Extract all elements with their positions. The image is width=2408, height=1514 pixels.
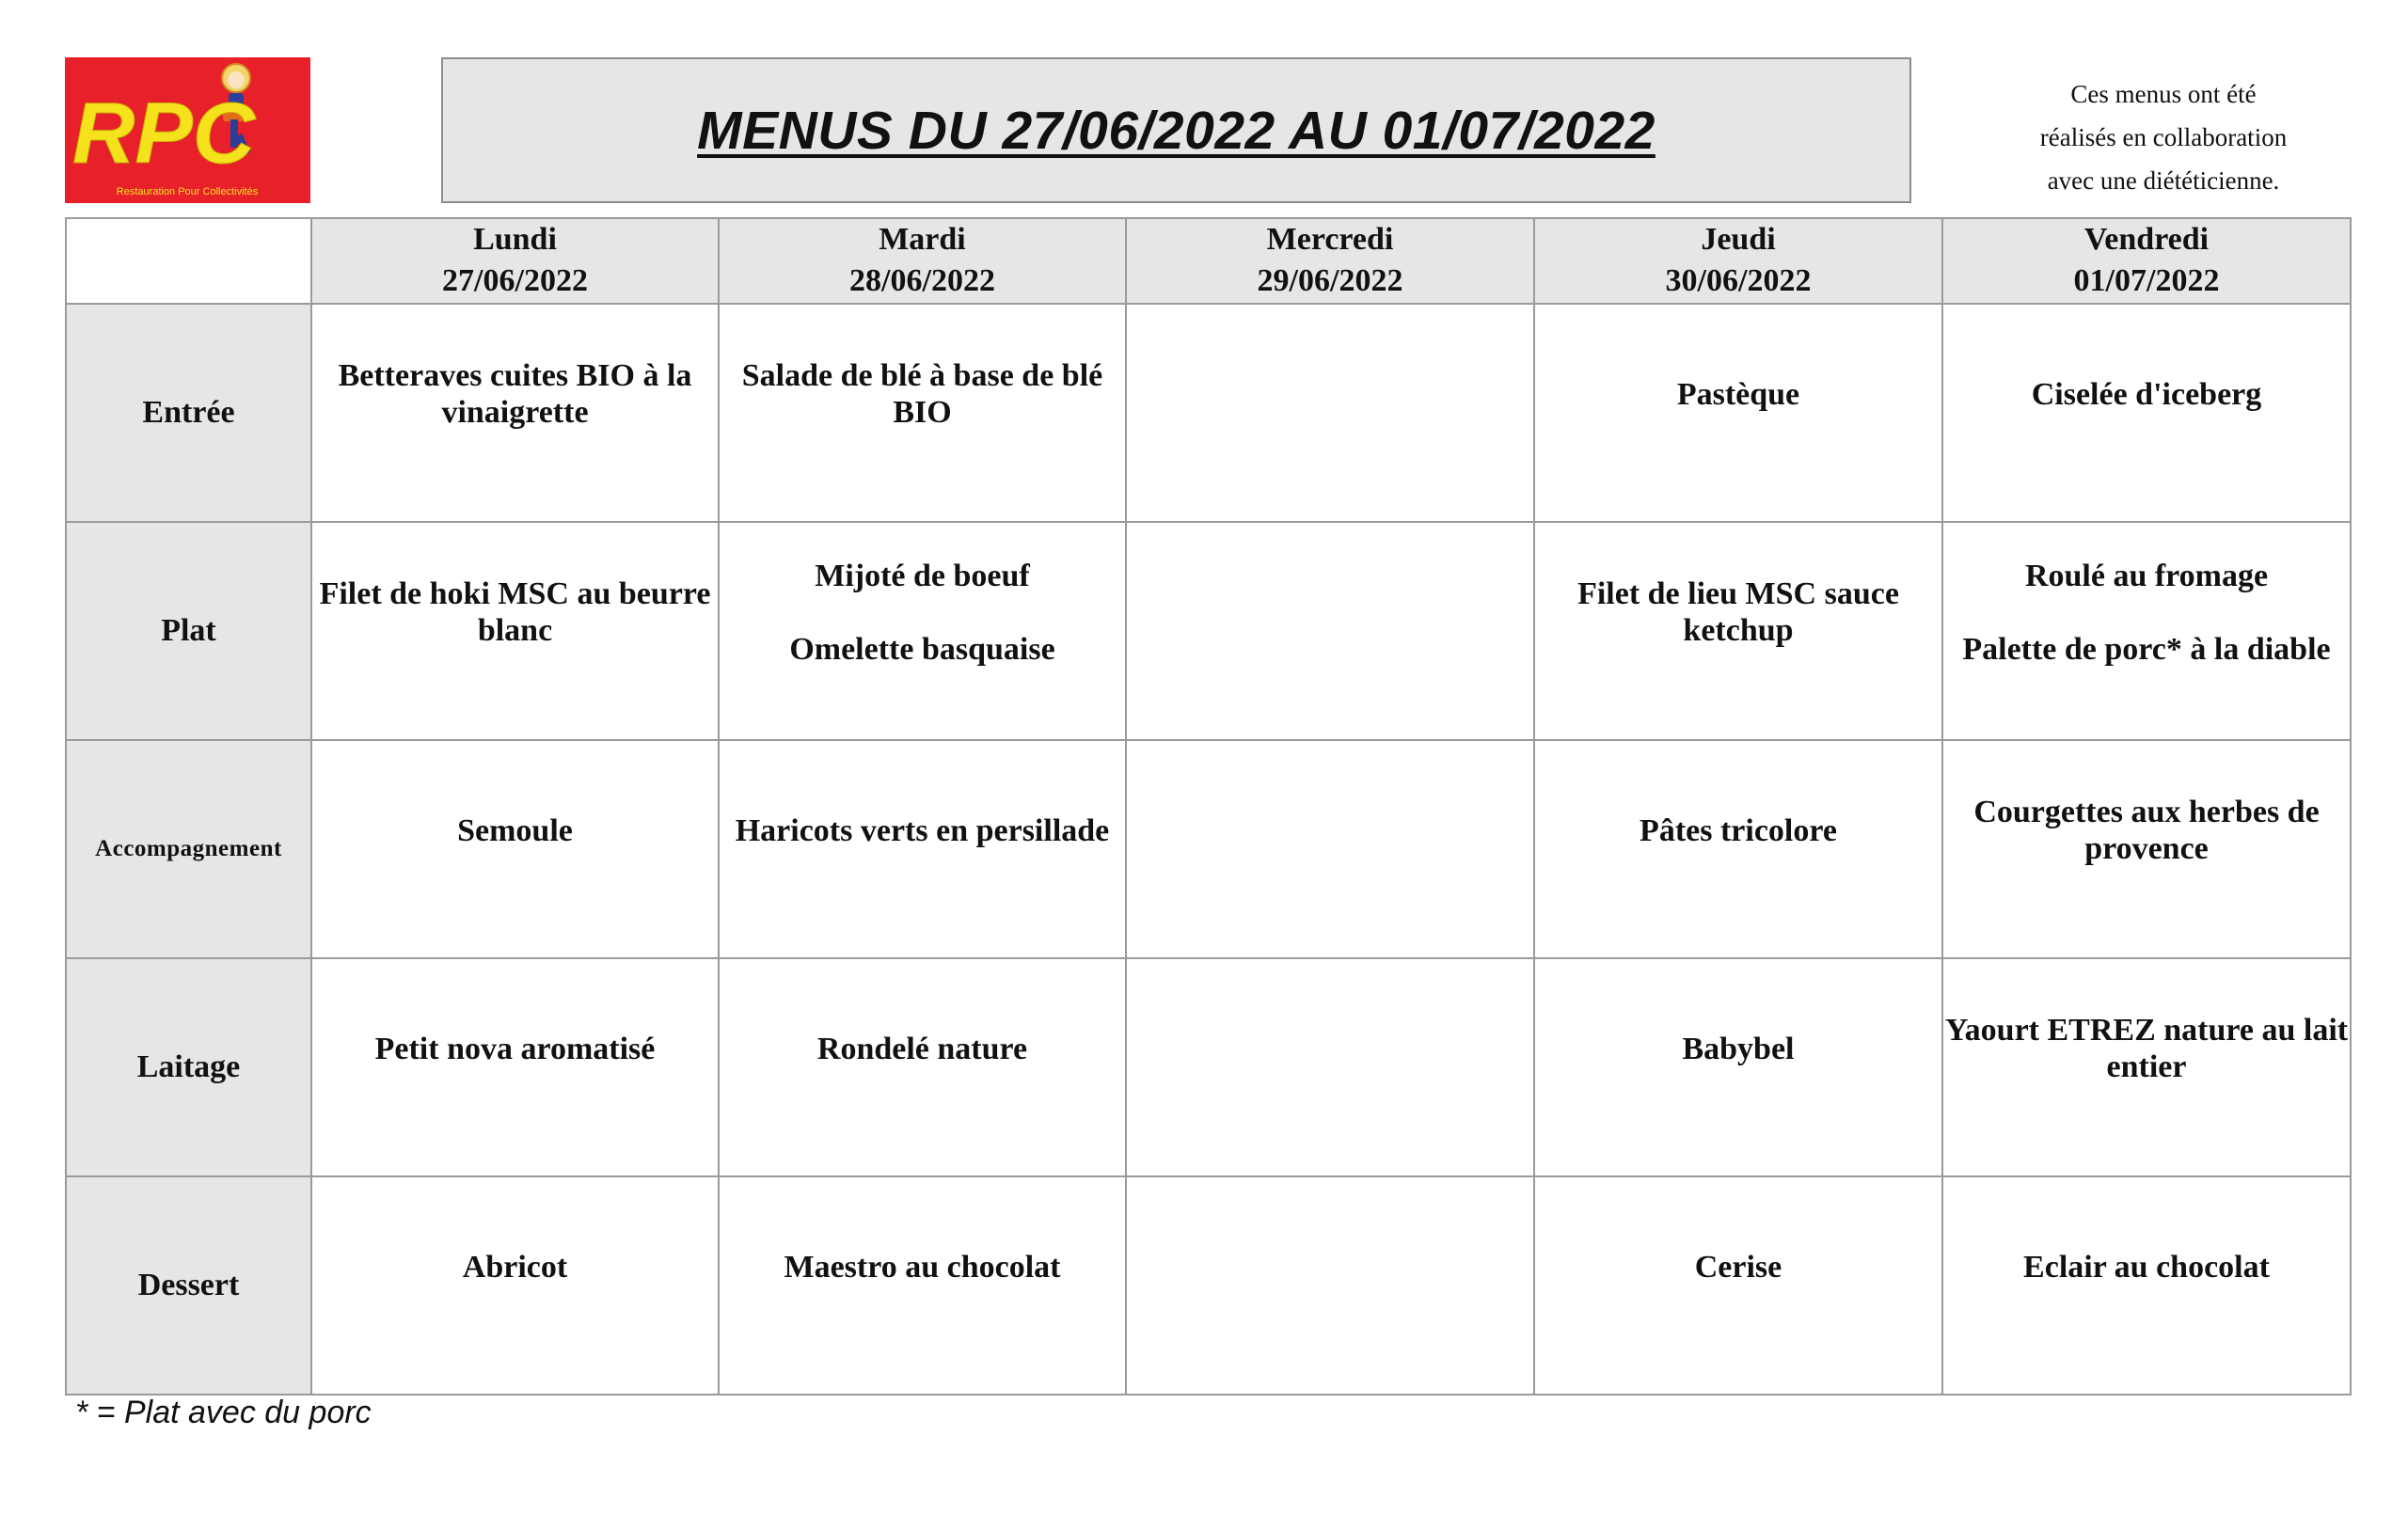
menu-row	[66, 1176, 2351, 1395]
note-line: réalisés en collaboration	[2039, 123, 2288, 151]
dish-list	[1943, 1012, 2350, 1085]
course-label: Plat	[66, 522, 311, 740]
dish-list	[720, 558, 1125, 668]
dish: Babybel	[1682, 1031, 1795, 1066]
dish-list	[720, 1249, 1125, 1285]
day-name: Lundi	[473, 222, 557, 257]
dish: Omelette basquaise	[789, 631, 1055, 667]
menu-cell	[1126, 1176, 1534, 1395]
day-header	[311, 218, 719, 304]
course-label: Dessert	[66, 1176, 311, 1395]
menu-cell	[1534, 1176, 1942, 1395]
day-date: 01/07/2022	[2073, 263, 2220, 298]
dish-list	[720, 812, 1125, 849]
dish-list	[1535, 812, 1941, 849]
menu-row	[66, 958, 2351, 1176]
day-header-row	[66, 218, 2351, 304]
menu-cell	[1942, 304, 2351, 522]
dish: Cerise	[1694, 1249, 1782, 1285]
dish: Mijoté de boeuf	[815, 558, 1030, 593]
menu-cell	[311, 958, 719, 1176]
dietitian-note	[1956, 72, 2370, 202]
dish: Betteraves cuites BIO à la vinaigrette	[338, 358, 692, 430]
menu-cell	[719, 1176, 1126, 1395]
dish: Yaourt ETREZ nature au lait entier	[1944, 1013, 2349, 1084]
menu-cell	[1942, 740, 2351, 958]
dish: Roulé au fromage	[2024, 558, 2269, 593]
day-date: 30/06/2022	[1665, 263, 1812, 298]
menu-table	[65, 217, 2352, 1396]
menu-row	[66, 740, 2351, 958]
dish-list	[1943, 794, 2350, 867]
menu-cell	[719, 958, 1126, 1176]
menu-cell	[311, 740, 719, 958]
dish: Salade de blé à base de blé BIO	[741, 358, 1103, 430]
menu-cell	[1534, 740, 1942, 958]
day-date: 28/06/2022	[849, 263, 995, 298]
dish: Semoule	[457, 812, 573, 848]
menu-cell	[1126, 958, 1534, 1176]
menu-cell	[719, 740, 1126, 958]
day-header	[719, 218, 1126, 304]
dish: Filet de lieu MSC sauce ketchup	[1577, 576, 1899, 648]
dish-list	[312, 1031, 718, 1067]
day-header	[1534, 218, 1942, 304]
logo-tagline: Restauration Pour Collectivités	[116, 186, 259, 197]
dish: Filet de hoki MSC au beurre blanc	[319, 576, 711, 648]
day-date: 29/06/2022	[1257, 263, 1403, 298]
note-line: Ces menus ont été	[2070, 80, 2257, 108]
note-line: avec une diététicienne.	[2047, 166, 2280, 195]
dish: Courgettes aux herbes de provence	[1973, 795, 2320, 866]
dish: Haricots verts en persillade	[735, 812, 1110, 848]
dish: Abricot	[462, 1249, 568, 1285]
dish-list	[312, 357, 718, 431]
dish-list	[312, 576, 718, 649]
dish: Palette de porc* à la diable	[1962, 631, 2331, 667]
dish: Rondelé nature	[816, 1031, 1028, 1066]
day-date: 27/06/2022	[442, 263, 588, 298]
dish-list	[312, 812, 718, 849]
dish-list	[1943, 376, 2350, 413]
menu-cell	[1534, 958, 1942, 1176]
dish-list	[1535, 1249, 1941, 1285]
dish: Ciselée d'iceberg	[2031, 376, 2262, 412]
course-label: Laitage	[66, 958, 311, 1176]
menu-cell	[311, 1176, 719, 1395]
dish: Eclair au chocolat	[2023, 1249, 2270, 1285]
menu-cell	[719, 522, 1126, 740]
course-label: Accompagnement	[66, 740, 311, 958]
menu-row	[66, 522, 2351, 740]
day-header	[1126, 218, 1534, 304]
day-name: Vendredi	[2083, 222, 2210, 257]
menu-cell	[1942, 958, 2351, 1176]
dish-list	[1943, 558, 2350, 668]
dish-list	[1535, 1031, 1941, 1067]
dish-list	[720, 357, 1125, 431]
menu-cell	[1534, 304, 1942, 522]
dish: Maestro au chocolat	[784, 1249, 1061, 1285]
dish: Petit nova aromatisé	[374, 1031, 656, 1066]
dish-list	[312, 1249, 718, 1285]
menu-cell	[311, 522, 719, 740]
day-name: Mardi	[879, 222, 966, 257]
day-name: Jeudi	[1701, 222, 1776, 257]
menu-cell	[311, 304, 719, 522]
dish-list	[1535, 576, 1941, 649]
menu-cell	[1534, 522, 1942, 740]
dish: Pastèque	[1676, 376, 1800, 412]
day-header	[1942, 218, 2351, 304]
menu-cell	[1126, 304, 1534, 522]
menu-cell	[1942, 1176, 2351, 1395]
day-name: Mercredi	[1266, 222, 1394, 257]
menu-cell	[1942, 522, 2351, 740]
course-label: Entrée	[66, 304, 311, 522]
pork-footnote: * = Plat avec du porc	[75, 1395, 372, 1430]
page-title: MENUS DU 27/06/2022 AU 01/07/2022	[697, 100, 1656, 161]
rpc-logo	[65, 57, 310, 203]
dish-gap	[1943, 594, 2350, 631]
menu-cell	[1126, 740, 1534, 958]
dish-list	[1943, 1249, 2350, 1285]
dish-gap	[720, 594, 1125, 631]
dish-list	[720, 1031, 1125, 1067]
menu-cell	[719, 304, 1126, 522]
corner-cell	[66, 218, 311, 304]
dish: Pâtes tricolore	[1640, 812, 1837, 848]
dish-list	[1535, 376, 1941, 413]
menu-row	[66, 304, 2351, 522]
logo-letters: RPC	[72, 86, 256, 181]
title-box	[441, 57, 1911, 203]
menu-cell	[1126, 522, 1534, 740]
